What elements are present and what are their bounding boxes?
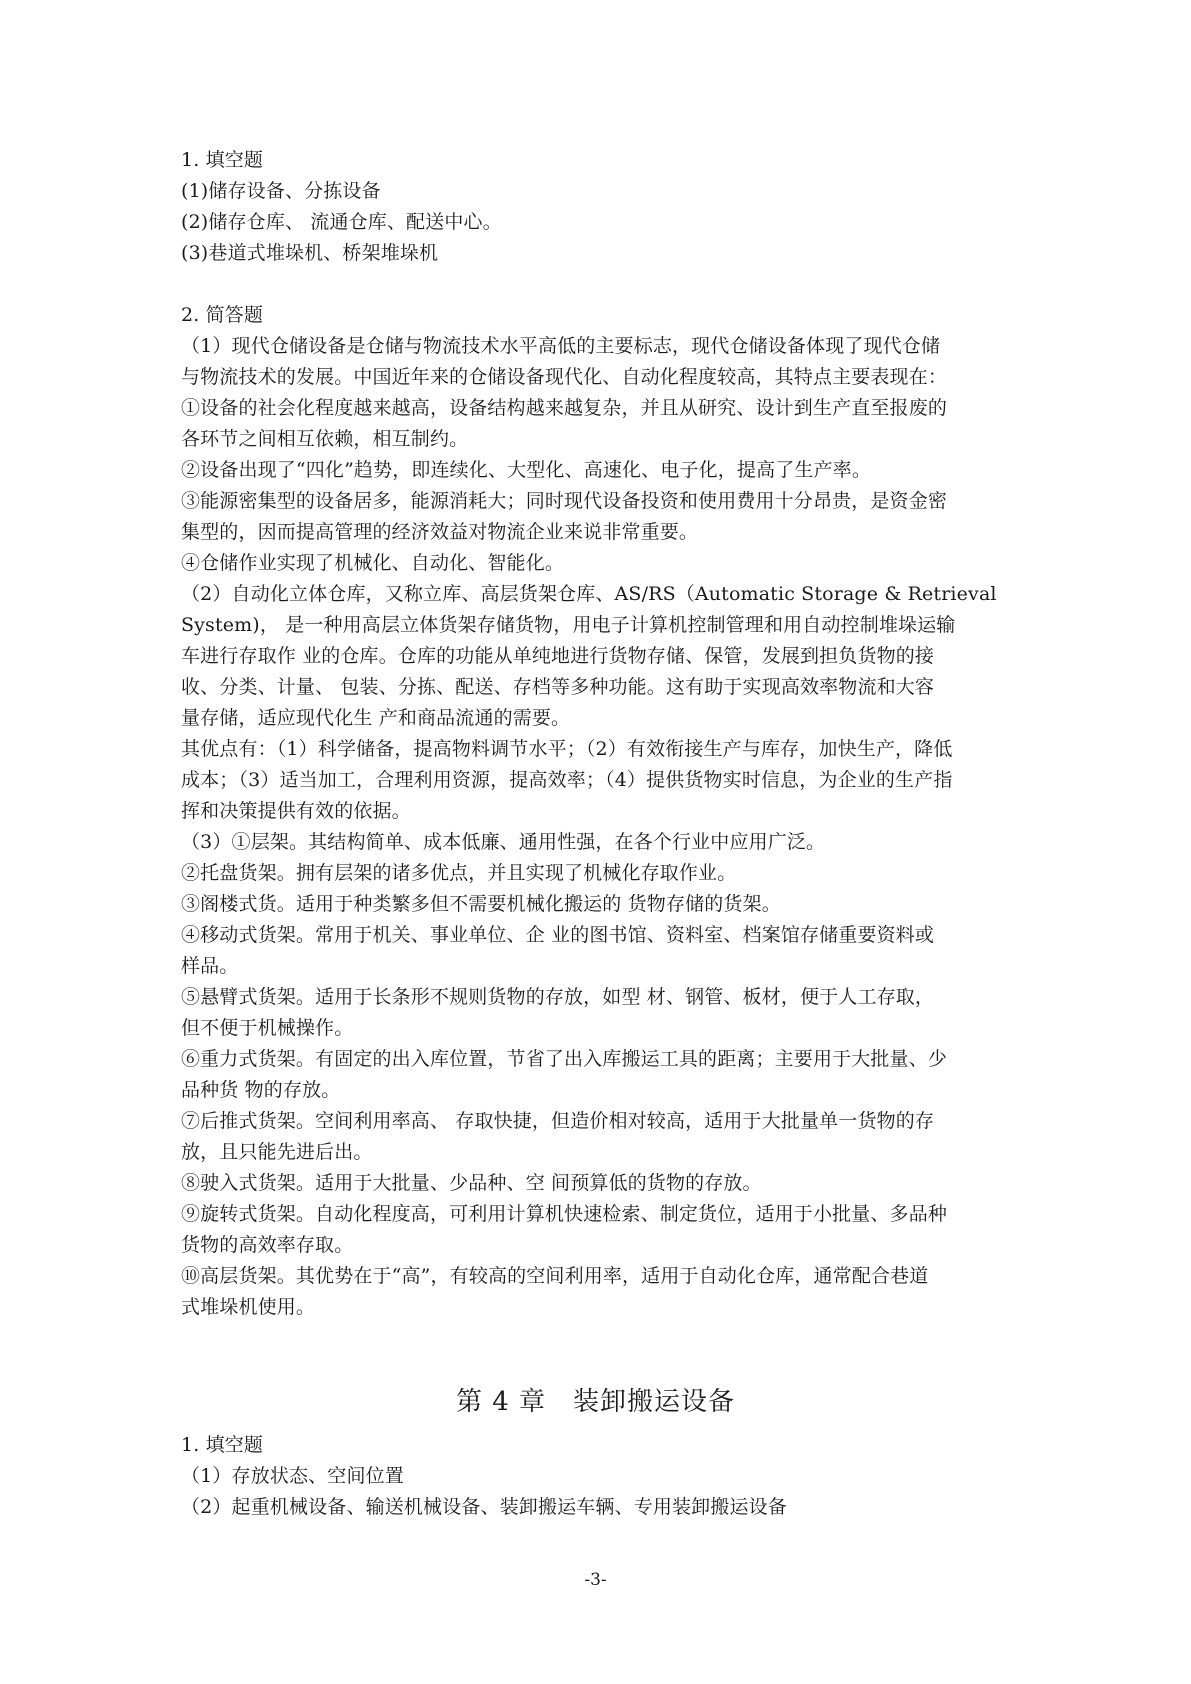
fill-in-answer-3: (3)巷道式堆垛机、桥架堆垛机 bbox=[181, 242, 439, 264]
short-answer-line: 货物的高效率存取。 bbox=[181, 1234, 354, 1256]
short-answer-line: 但不便于机械操作。 bbox=[181, 1017, 354, 1039]
short-answer-line: 集型的，因而提高管理的经济效益对物流企业来说非常重要。 bbox=[181, 521, 699, 543]
short-answer-heading: 2. 简答题 bbox=[181, 304, 264, 326]
chapter-fill-in-answer-2: （2）起重机械设备、输送机械设备、装卸搬运车辆、专用装卸搬运设备 bbox=[181, 1496, 787, 1518]
short-answer-line: （1）现代仓储设备是仓储与物流技术水平高低的主要标志，现代仓储设备体现了现代仓储 bbox=[181, 335, 941, 357]
short-answer-line: ⑩高层货架。其优势在于“高”，有较高的空间利用率，适用于自动化仓库，通常配合巷道 bbox=[181, 1265, 929, 1287]
chapter-fill-in-heading: 1. 填空题 bbox=[181, 1434, 264, 1456]
short-answer-line: 与物流技术的发展。中国近年来的仓储设备现代化、自动化程度较高，其特点主要表现在： bbox=[181, 366, 948, 388]
short-answer-line: ②设备出现了“四化”趋势，即连续化、大型化、高速化、电子化，提高了生产率。 bbox=[181, 459, 871, 481]
short-answer-line: ⑦后推式货架。空间利用率高、 存取快捷，但造价相对较高，适用于大批量单一货物的存 bbox=[181, 1110, 935, 1132]
chapter-fill-in-answer-1: （1）存放状态、空间位置 bbox=[181, 1465, 404, 1487]
short-answer-line: ④移动式货架。常用于机关、事业单位、企 业的图书馆、资料室、档案馆存储重要资料或 bbox=[181, 924, 935, 946]
short-answer-line: ③能源密集型的设备居多，能源消耗大；同时现代设备投资和使用费用十分昂贵，是资金密 bbox=[181, 490, 948, 512]
short-answer-line: （3）①层架。其结构简单、成本低廉、通用性强，在各个行业中应用广泛。 bbox=[181, 831, 826, 853]
short-answer-line: System)， 是一种用高层立体货架存储货物，用电子计算机控制管理和用自动控制堆垛运输 bbox=[181, 614, 956, 636]
short-answer-line: 品种货 物的存放。 bbox=[181, 1079, 341, 1101]
short-answer-line: 各环节之间相互依赖，相互制约。 bbox=[181, 428, 469, 450]
short-answer-line: 样品。 bbox=[181, 955, 239, 977]
short-answer-line: 量存储，适应现代化生 产和商品流通的需要。 bbox=[181, 707, 571, 729]
short-answer-line: ⑥重力式货架。有固定的出入库位置，节省了出入库搬运工具的距离；主要用于大批量、少 bbox=[181, 1048, 948, 1070]
short-answer-line: 挥和决策提供有效的依据。 bbox=[181, 800, 411, 822]
short-answer-line: ③阁楼式货。适用于种类繁多但不需要机械化搬运的 货物存储的货架。 bbox=[181, 893, 781, 915]
short-answer-line: 收、分类、计量、 包装、分拣、配送、存档等多种功能。这有助于实现高效率物流和大容 bbox=[181, 676, 935, 698]
short-answer-line: 成本；（3）适当加工，合理利用资源，提高效率；（4）提供货物实时信息，为企业的生产指 bbox=[181, 769, 953, 791]
fill-in-answer-2: (2)储存仓库、 流通仓库、配送中心。 bbox=[181, 211, 502, 233]
short-answer-line: ⑧驶入式货架。适用于大批量、少品种、空 间预算低的货物的存放。 bbox=[181, 1172, 762, 1194]
short-answer-line: ①设备的社会化程度越来越高，设备结构越来越复杂，并且从研究、设计到生产直至报废的 bbox=[181, 397, 948, 419]
short-answer-line: ②托盘货架。拥有层架的诸多优点，并且实现了机械化存取作业。 bbox=[181, 862, 737, 884]
short-answer-line: 其优点有：（1）科学储备，提高物料调节水平；（2）有效衔接生产与库存，加快生产，降低 bbox=[181, 738, 953, 760]
short-answer-line: ④仓储作业实现了机械化、自动化、智能化。 bbox=[181, 552, 565, 574]
short-answer-line: 式堆垛机使用。 bbox=[181, 1296, 316, 1318]
fill-in-answer-1: (1)储存设备、分拣设备 bbox=[181, 180, 381, 202]
chapter-title: 第 4 章 装卸搬运设备 bbox=[455, 1387, 736, 1417]
short-answer-line: ⑨旋转式货架。自动化程度高，可利用计算机快速检索、制定货位，适用于小批量、多品种 bbox=[181, 1203, 948, 1225]
short-answer-line: 放，且只能先进后出。 bbox=[181, 1141, 373, 1163]
short-answer-line: （2）自动化立体仓库，又称立库、高层货架仓库、AS/RS（Automatic Storage & Retrieval bbox=[181, 583, 997, 605]
short-answer-line: 车进行存取作 业的仓库。仓库的功能从单纯地进行货物存储、保管，发展到担负货物的接 bbox=[181, 645, 935, 667]
page-number: -3- bbox=[584, 1570, 607, 1590]
fill-in-heading: 1. 填空题 bbox=[181, 149, 264, 171]
short-answer-line: ⑤悬臂式货架。适用于长条形不规则货物的存放，如型 材、钢管、板材，便于人工存取， bbox=[181, 986, 935, 1008]
